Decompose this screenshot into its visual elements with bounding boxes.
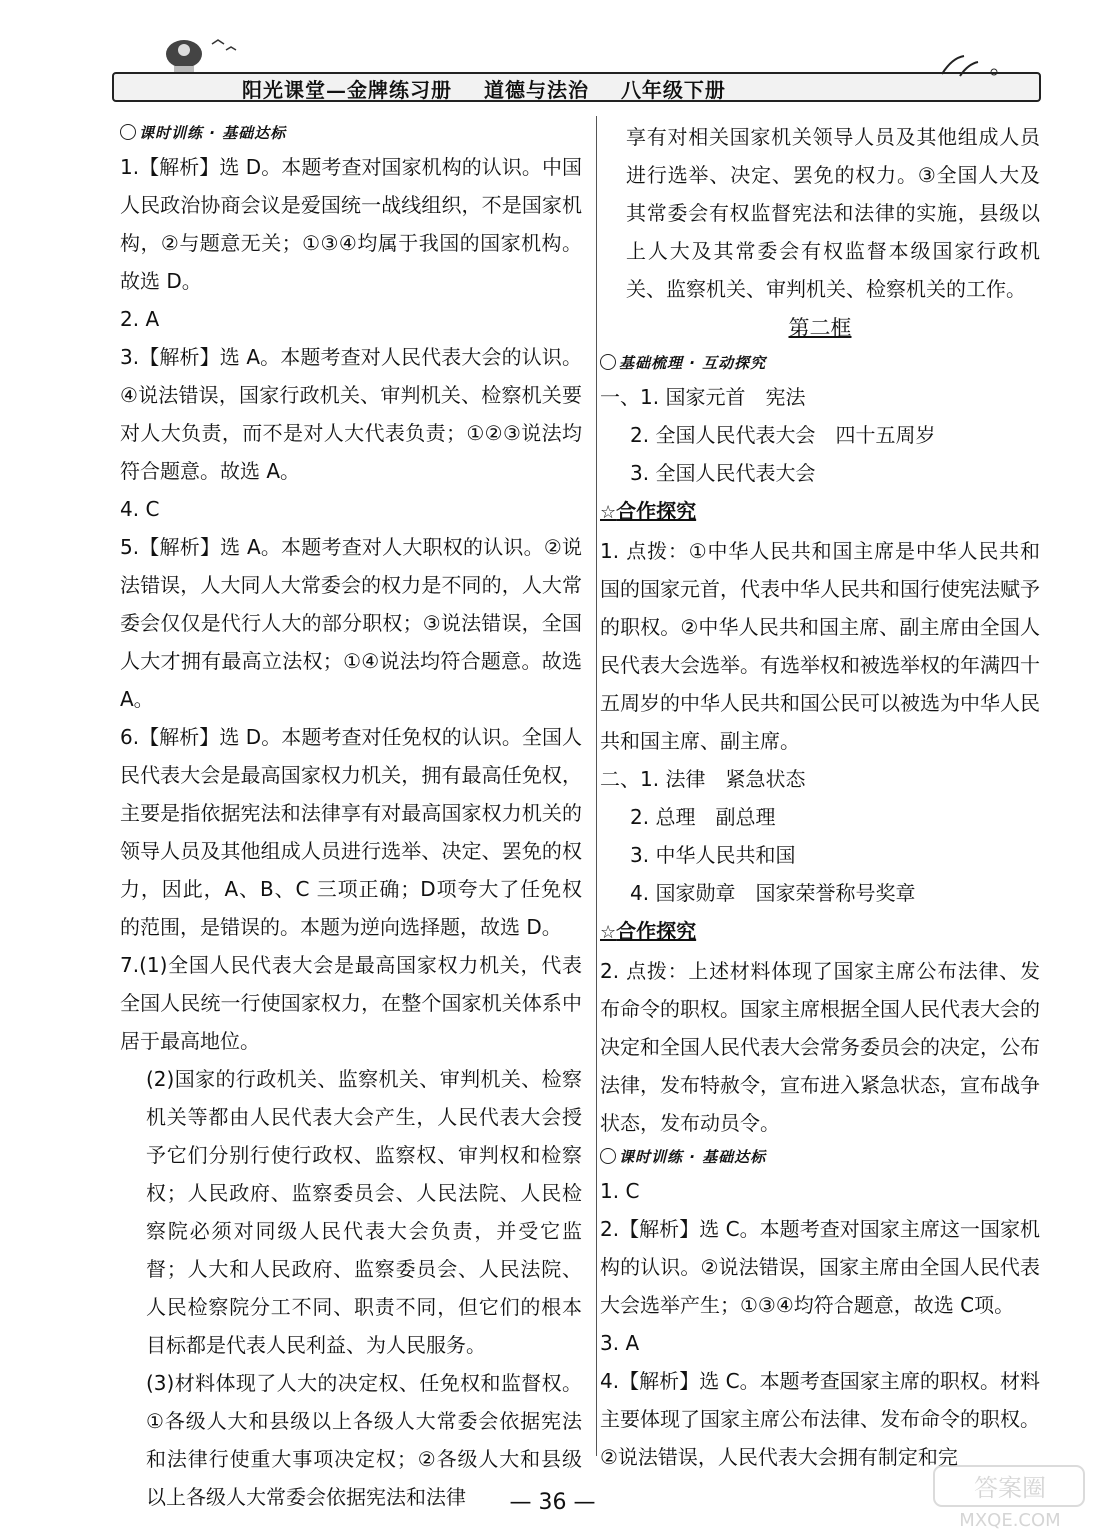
answer-item: 4. C <box>120 497 160 521</box>
cooperation-heading: ☆合作探究 <box>600 499 697 523</box>
answer-item: 1.【解析】选 D。本题考查对国家机构的认识。中国人民政治协商会议是爱国统一战线组织，不是国家机构，②与题意无关；①③④均属于我国的国家机构。故选 D。 <box>120 155 582 293</box>
answer-line: 3. 中华人民共和国 <box>630 843 796 867</box>
answer-item: 5.【解析】选 A。本题考查对人大职权的认识。②说法错误，人大同人大常委会的权力是不同的，人大常委会仅仅是代行人大的部分职权；③说法错误，全国人大才拥有最高立法权；①④说法均符合题意。故选 A。 <box>120 535 582 711</box>
answer-line: 3. 全国人民代表大会 <box>630 461 816 485</box>
answer-subitem: (3)材料体现了人大的决定权、任免权和监督权。①各级人大和县级以上各级人大常委会依据宪法和法律行使重大事项决定权；②各级人大和县级以上各级人大常委会依据宪法和法律 <box>146 1371 582 1509</box>
book-series: 阳光课堂—金牌练习册 <box>242 78 452 102</box>
left-column <box>120 118 582 1516</box>
answer-item: 2.【解析】选 C。本题考查对国家主席这一国家机构的认识。②说法错误，国家主席由全国人民代表大会选举产生；①③④均符合题意，故选 C项。 <box>600 1217 1040 1317</box>
watermark-logo <box>930 1462 1090 1532</box>
answer-item: 6.【解析】选 D。本题考查对任免权的认识。全国人民代表大会是最高国家权力机关，拥有最高任免权，主要是指依据宪法和法律享有对最高国家权力机关的领导人员及其他组成人员进行选举、决定、罢免的权力，因此，A、B、C 三项正确；D项夸大了任免权的范围，是错误的。本题为逆向选择题，故选 D。 <box>120 725 582 939</box>
section-heading: 基础梳理 · 互动探究 <box>600 348 1040 378</box>
answer-continuation: 享有对相关国家机关领导人员及其他组成人员进行选举、决定、罢免的权力。③全国人大及其常委会有权监督宪法和法律的实施，县级以上人大及其常委会有权监督本级国家行政机关、监察机关、审判机关、检察机关的工作。 <box>626 125 1040 301</box>
answer-item: 1. C <box>600 1179 640 1203</box>
star-icon: ☆ <box>600 922 617 943</box>
section-heading: 课时训练 · 基础达标 <box>600 1142 1040 1172</box>
header-title <box>242 74 750 103</box>
birds-decoration <box>932 50 1012 80</box>
section-icon <box>120 124 136 140</box>
answer-item: 2. 点拨：上述材料体现了国家主席公布法律、发布命令的职权。国家主席根据全国人民代表大会的决定和全国人民代表大会常务委员会的决定，公布法律，发布特赦令，宣布进入紧急状态，宣布战争状态，发布动员令。 <box>600 959 1040 1135</box>
svg-text:答案圈: 答案圈 <box>974 1474 1046 1502</box>
answer-item: 2. A <box>120 307 160 331</box>
answer-line: 2. 总理 副总理 <box>630 805 776 829</box>
answer-line: 4. 国家勋章 国家荣誉称号奖章 <box>630 881 916 905</box>
page-number: — 36 — <box>509 1490 596 1515</box>
answer-line: 2. 全国人民代表大会 四十五周岁 <box>630 423 936 447</box>
frame-title: 第二框 <box>788 316 852 340</box>
book-subject: 道德与法治 <box>483 78 589 102</box>
column-divider <box>596 116 597 1456</box>
cooperation-heading: ☆合作探究 <box>600 919 697 943</box>
book-grade: 八年级下册 <box>620 78 726 102</box>
answer-line: 一、1. 国家元首 宪法 <box>600 385 806 409</box>
answer-subitem: (2)国家的行政机关、监察机关、审判机关、检察机关等都由人民代表大会产生，人民代表大会授予它们分别行使行政权、监察权、审判权和检察权；人民政府、监察委员会、人民法院、人民检察院必须对同级人民代表大会负责，并受它监督；人大和人民政府、监察委员会、人民法院、人民检察院分工不同、职责不同，但它们的根本目标都是代表人民利益、为人民服务。 <box>146 1067 582 1357</box>
answer-item: 3.【解析】选 A。本题考查对人民代表大会的认识。④说法错误，国家行政机关、审判机关、检察机关要对人大负责，而不是对人大代表负责；①②③说法均符合题意。故选 A。 <box>120 345 582 483</box>
page-header <box>112 36 1037 100</box>
section-icon <box>600 1148 616 1164</box>
right-column <box>600 118 1040 1476</box>
answer-item: 7.(1)全国人民代表大会是最高国家权力机关，代表全国人民统一行使国家权力，在整个国家机关体系中居于最高地位。 <box>120 953 582 1053</box>
answer-line: 二、1. 法律 紧急状态 <box>600 767 806 791</box>
star-icon: ☆ <box>600 502 617 523</box>
answer-item: 3. A <box>600 1331 640 1355</box>
section-icon <box>600 354 616 370</box>
section-heading: 课时训练 · 基础达标 <box>120 118 582 148</box>
svg-text:MXQE.COM: MXQE.COM <box>959 1510 1061 1531</box>
answer-item: 1. 点拨：①中华人民共和国主席是中华人民共和国的国家元首，代表中华人民共和国行使宪法赋予的职权。②中华人民共和国主席、副主席由全国人民代表大会选举。有选举权和被选举权的年满四十五周岁的中华人民共和国公民可以被选为中华人民共和国主席、副主席。 <box>600 539 1040 753</box>
answer-item: 4.【解析】选 C。本题考查国家主席的职权。材料主要体现了国家主席公布法律、发布命令的职权。②说法错误，人民代表大会拥有制定和完 <box>600 1369 1040 1469</box>
